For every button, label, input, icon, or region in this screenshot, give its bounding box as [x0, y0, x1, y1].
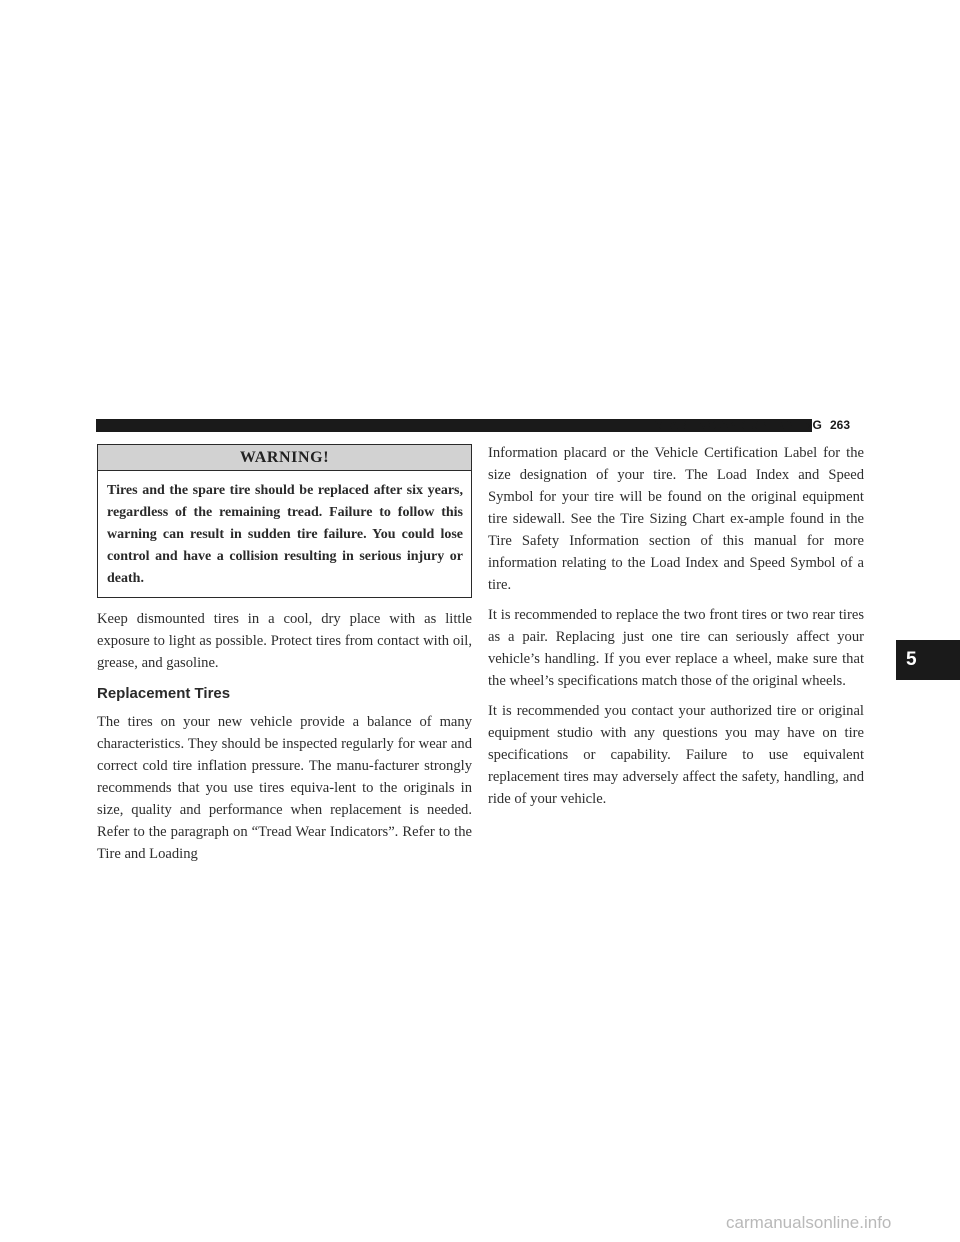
warning-box — [97, 444, 472, 598]
contact-dealer-paragraph: It is recommended you contact your authorized tire or original equipment studio with any questions you may have on tire specifications or capability. Failure to use equivalent replacement tires may adversely affect the safety, handling, and ride of your vehicle. — [488, 703, 864, 807]
page-number: 263 — [830, 418, 851, 432]
pair-replacement-paragraph: It is recommended to replace the two front tires or two rear tires as a pair. Replacing just one tire can seriously affect your vehicle’s handling. If you ever replace a wheel, make sure that the wheel’s specifications match those of the original wheels. — [488, 607, 864, 689]
storage-paragraph: Keep dismounted tires in a cool, dry place with as little exposure to light as possible. Protect tires from contact with oil, grease, and gasoline. — [97, 611, 472, 671]
section-heading-replacement-tires: Replacement Tires — [97, 685, 231, 702]
warning-heading: WARNING! — [98, 445, 471, 471]
replacement-tires-paragraph: The tires on your new vehicle provide a balance of many characteristics. They should be inspected regularly for wear and correct cold tire inflation pressure. The manu-facturer strongly recommends that you use tires equiva-lent to the originals in size, quality and performance when replacement is needed. Refer to the paragraph on “Tread Wear Indicators”. Refer to the Tire and Loading — [97, 714, 472, 862]
running-header-title-text: STARTING AND OPERATING — [654, 418, 822, 432]
left-column — [97, 444, 472, 873]
tire-designation-paragraph: Information placard or the Vehicle Certification Label for the size designation of your tire. The Load Index and Speed Symbol for your tire will be found on the original equipment tire sidewall. See the Tire Sizing Chart ex-ample found in the Tire Safety Information section of this manual for more information relating to the Load Index and Speed Symbol of a tire. — [488, 445, 864, 593]
right-column — [488, 442, 864, 818]
chapter-tab — [896, 640, 960, 680]
chapter-tab-label: 5 — [906, 649, 917, 670]
warning-text: Tires and the spare tire should be replaced after six years, regardless of the remaining tread. Failure to follow this warning can result in sudden tire failure. You could lose control and have a collision resulting in serious injury or death. — [107, 483, 463, 586]
watermark-text: carmanualsonline.info — [726, 1213, 892, 1232]
